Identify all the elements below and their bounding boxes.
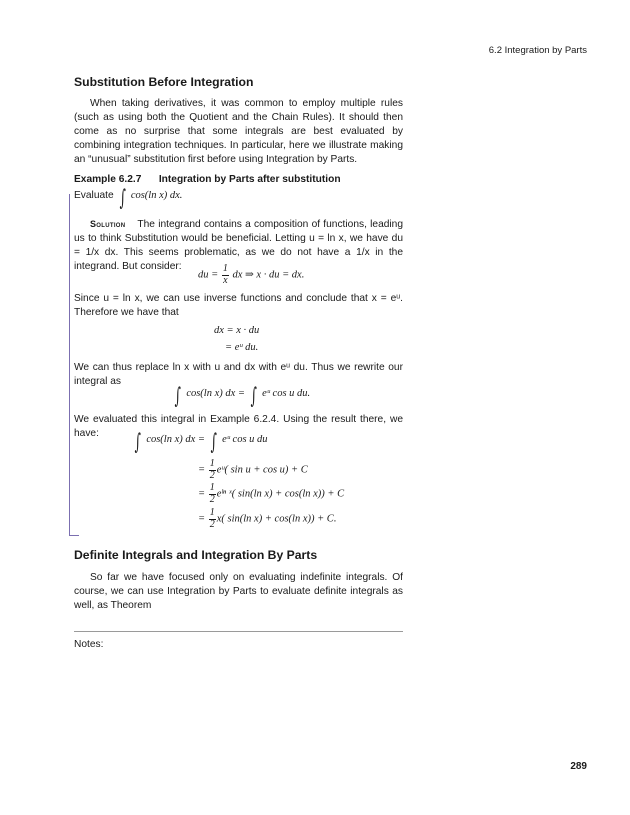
equals-sign: =: [198, 513, 206, 525]
example-margin-bar: [69, 194, 70, 536]
equals-sign: =: [198, 488, 206, 500]
example-label: Example 6.2.7: [74, 174, 142, 185]
eq1-right: dx ⇒ x · du = dx.: [232, 269, 305, 281]
eq4-line4-expr: x( sin(ln x) + cos(ln x)) + C.: [216, 513, 337, 525]
half-fraction: [209, 483, 216, 505]
integral-sign: ∫: [250, 384, 257, 409]
section-title-definite: Definite Integrals and Integration By Parts: [74, 548, 318, 562]
half-numerator: 1: [209, 482, 215, 493]
half-numerator: 1: [209, 458, 215, 469]
solution-paragraph-4: We evaluated this integral in Example 6.2.4. Using the result there, we have:: [74, 414, 403, 440]
eq4-line1-right: eᵘ cos u du: [222, 434, 268, 445]
solution-label: Solution: [90, 219, 126, 229]
eq4-line3-expr: eˡⁿ ˣ( sin(ln x) + cos(ln x)) + C: [216, 488, 345, 500]
equation-du: [198, 264, 304, 286]
section2-intro-paragraph: So far we have focused only on evaluating indefinite integrals. Of course, we can use Integration by Parts to evaluate definite integrals as well, as Theorem: [74, 572, 403, 612]
example-margin-bar-foot: [69, 535, 79, 536]
notes-divider: [74, 631, 403, 632]
page-number: 289: [570, 761, 587, 772]
equation-rewrite: [172, 386, 310, 408]
eq1-denominator: x: [223, 274, 228, 286]
integral-sign: ∫: [174, 384, 181, 409]
half-fraction: [209, 508, 216, 530]
section-title-substitution: Substitution Before Integration: [74, 75, 254, 89]
example-problem: [74, 188, 182, 210]
integral-sign: ∫: [210, 430, 217, 455]
solution-paragraph-2: Since u = ln x, we can use inverse functions and conclude that x = eᵘ. Therefore we have that: [74, 293, 403, 319]
half-fraction: [209, 459, 216, 481]
eq4-line2-expr: eᵘ( sin u + cos u) + C: [216, 464, 308, 476]
eq4-line2: [198, 459, 308, 481]
eq1-left: du =: [198, 269, 219, 281]
solution-text-1: The integrand contains a composition of functions, leading us to think Substitution would be beneficial. Letting u = ln x, we have du = 1/x dx. This seems problematic, as we do not have a 1/x in the integrand. But consider:: [74, 219, 403, 273]
eq3-left: cos(ln x) dx =: [186, 388, 246, 399]
example-title: Integration by Parts after substitution: [158, 174, 341, 185]
half-denominator: 2: [209, 493, 215, 505]
eq4-line1-left: cos(ln x) dx =: [146, 434, 206, 445]
eq3-right: eᵘ cos u du.: [262, 388, 311, 399]
equals-sign: =: [198, 464, 206, 476]
half-denominator: 2: [209, 469, 215, 481]
eq2-line1: dx = x · du: [214, 325, 260, 336]
eq2-line2: = eᵘ du.: [225, 342, 259, 353]
section-intro-paragraph: When taking derivatives, it was common to employ multiple rules (such as using both the Quotient and the Chain Rules). It should then come as no surprise that some integrals are best evaluated by combining integration techniques. In particular, here we illustrate making an “unusual” substitution first before using Integration by Parts.: [74, 98, 403, 166]
eq1-fraction: [222, 264, 229, 286]
half-numerator: 1: [209, 507, 215, 518]
eq4-line4: [198, 508, 336, 530]
integral-sign: ∫: [134, 430, 141, 455]
running-head: 6.2 Integration by Parts: [488, 45, 587, 56]
evaluate-word: Evaluate: [74, 190, 114, 201]
eq4-line3: [198, 483, 344, 505]
eq4-line1: [132, 432, 268, 454]
solution-paragraph-3: We can thus replace ln x with u and dx with eᵘ du. Thus we rewrite our integral as: [74, 362, 403, 388]
half-denominator: 2: [209, 518, 215, 530]
eq1-numerator: 1: [222, 263, 228, 274]
evaluate-expression: cos(ln x) dx.: [130, 190, 183, 201]
integral-sign: ∫: [119, 186, 126, 211]
notes-label: Notes:: [74, 639, 104, 650]
example-heading: [74, 173, 341, 187]
